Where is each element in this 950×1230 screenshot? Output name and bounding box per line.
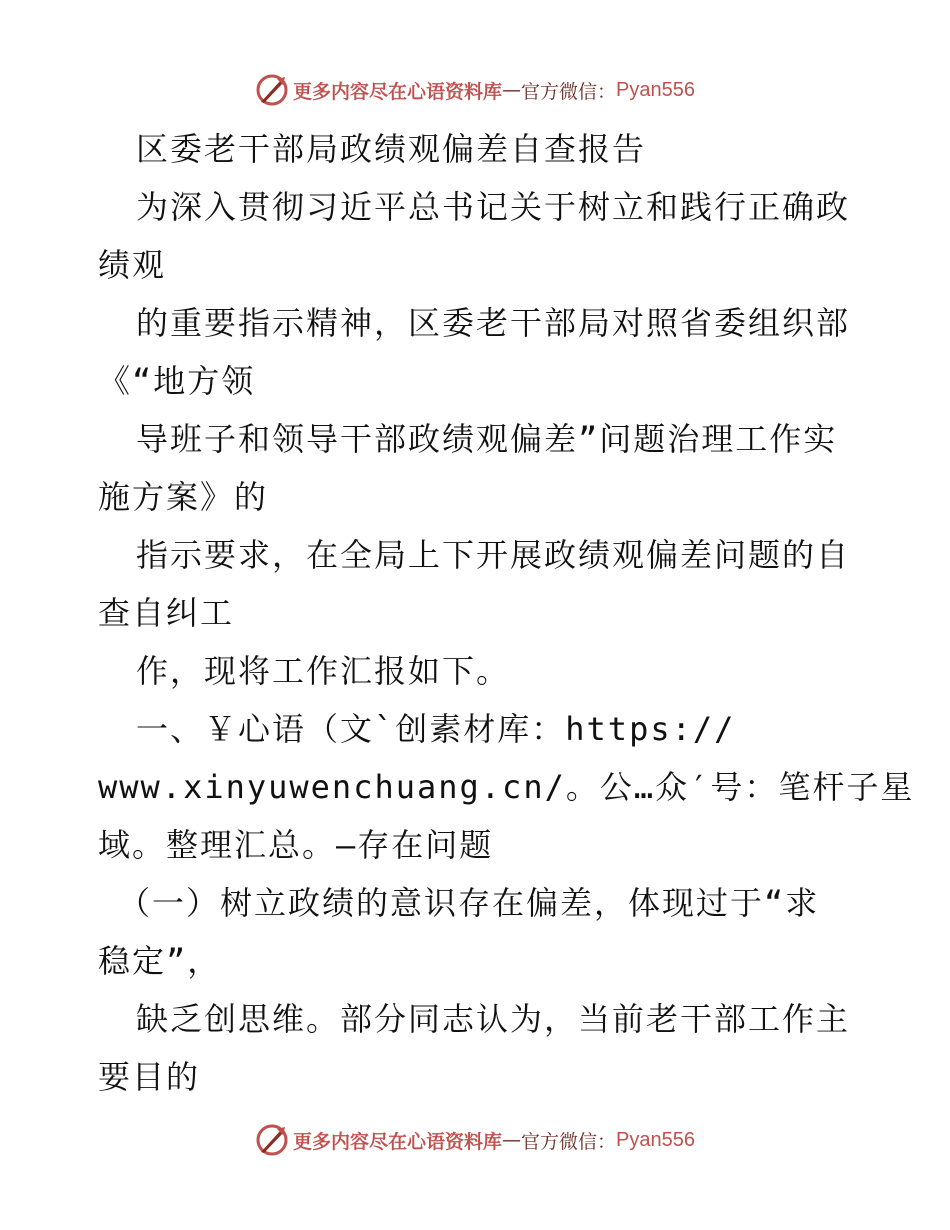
header-banner (0, 70, 950, 110)
text-line: 要目的 (98, 1058, 201, 1096)
text-line: 《“地方领 (98, 362, 256, 400)
text-line: 的重要指示精神，区委老干部局对照省委组织部 (136, 304, 851, 342)
text-line: 作，现将工作汇报如下。 (136, 652, 511, 690)
text-line: 绩观 (98, 246, 167, 284)
text-line: 稳定”， (98, 942, 222, 980)
text-line: 指示要求，在全局上下开展政绩观偏差问题的自 (136, 536, 851, 574)
document-title: 区委老干部局政绩观偏差自查报告 (136, 130, 647, 168)
footer-wechat-label: 官方微信： (521, 1130, 617, 1153)
subsection-heading: （一）树立政绩的意识存在偏差，体现过于“求 (118, 884, 820, 922)
quill-pen-logo-icon (255, 1123, 289, 1157)
text-line: 导班子和领导干部政绩观偏差”问题治理工作实 (136, 420, 838, 458)
text-line: 缺乏创思维。部分同志认为，当前老干部工作主 (136, 1000, 851, 1038)
document-body (98, 120, 915, 1106)
text-line: 为深入贯彻习近平总书记关于树立和践行正确政 (136, 188, 851, 226)
text-line: www.xinyuwenchuang.cn/。公…众′号：笔杆子星 (98, 768, 915, 806)
text-line: 施方案》的 (98, 478, 269, 516)
footer-banner (0, 1120, 950, 1160)
header-separator: — (502, 79, 522, 101)
section-heading: 一、￥心语（文`创素材库：https:// (136, 710, 736, 748)
header-brand-text: 更多内容尽在心语资料库 (293, 80, 503, 103)
footer-separator: — (502, 1129, 522, 1151)
quill-pen-logo-icon (255, 73, 289, 107)
header-wechat-label: 官方微信： (521, 80, 617, 103)
text-line: 查自纠工 (98, 594, 235, 632)
text-line: 域。整理汇总。—存在问题 (98, 826, 494, 864)
footer-wechat-id: Pyan556 (616, 1128, 695, 1151)
header-wechat-id: Pyan556 (616, 78, 695, 101)
footer-brand-text: 更多内容尽在心语资料库 (293, 1130, 503, 1153)
